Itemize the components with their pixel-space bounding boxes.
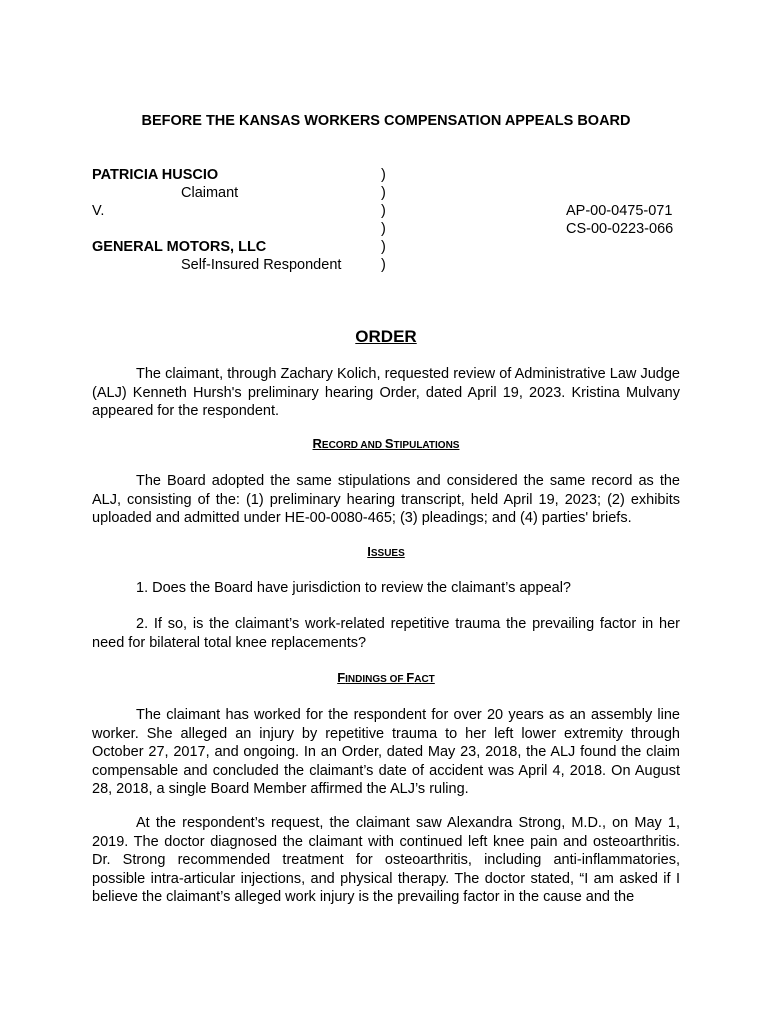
section-heading-issues: ISSUES — [367, 544, 405, 559]
findings-paragraph: The claimant has worked for the respondent for over 20 years as an assembly line worker. She alleged an injury by repetitive trauma to her left lower extremity through October 27, 2017, and ongoing. In an Order, dated May 23, 2018, the ALJ found the claim compensable and concluded the claimant’s date of accident was April 4, 2018. On August 28, 2018, a single Board Member affirmed the ALJ’s ruling. — [92, 707, 680, 797]
caption-paren: ) — [381, 203, 386, 219]
section-heading-record: RECORD AND STIPULATIONS — [312, 436, 460, 451]
claimant-name: PATRICIA HUSCIO — [92, 167, 219, 183]
issue-item: 1. Does the Board have jurisdiction to review the claimant’s appeal? — [136, 580, 571, 596]
issue-item: 2. If so, is the claimant’s work-related repetitive trauma the prevailing factor in her need for bilateral total knee replacements? — [92, 616, 680, 651]
caption-paren: ) — [381, 257, 386, 273]
claimant-role: Claimant — [181, 185, 239, 201]
section-heading-findings: FINDINGS OF FACT — [337, 670, 435, 685]
case-number: CS-00-0223-066 — [566, 221, 674, 237]
caption-paren: ) — [381, 221, 386, 237]
record-paragraph: The Board adopted the same stipulations and considered the same record as the ALJ, consisting of the: (1) preliminary hearing transcript, held April 19, 2023; (2) exhibits uploaded and admitted under HE-00-0080-465; (3) pleadings; and (4) parties' briefs. — [92, 473, 680, 526]
respondent-role: Self-Insured Respondent — [181, 257, 342, 273]
findings-paragraph: At the respondent’s request, the claimant saw Alexandra Strong, M.D., on May 1, 2019. The doctor diagnosed the claimant with continued left knee pain and osteoarthritis. Dr. Strong recommended treatment for osteoarthritis, including anti-inflammatories, possible intra-articular injections, and physical therapy. The doctor stated, “I am asked if I believe the claimant’s alleged work injury is the prevailing factor in the cause and the — [92, 815, 680, 905]
respondent-name: GENERAL MOTORS, LLC — [92, 239, 267, 255]
case-number: AP-00-0475-071 — [566, 203, 673, 219]
board-title: BEFORE THE KANSAS WORKERS COMPENSATION APPEALS BOARD — [141, 113, 631, 129]
order-title: ORDER — [355, 327, 417, 346]
intro-paragraph: The claimant, through Zachary Kolich, requested review of Administrative Law Judge (ALJ) Kenneth Hursh's preliminary hearing Order, dated April 19, 2023. Kristina Mulvany appeared for the respondent. — [92, 366, 680, 419]
caption-paren: ) — [381, 167, 386, 183]
caption-paren: ) — [381, 239, 386, 255]
versus: V. — [92, 203, 105, 219]
caption-paren: ) — [381, 185, 386, 201]
